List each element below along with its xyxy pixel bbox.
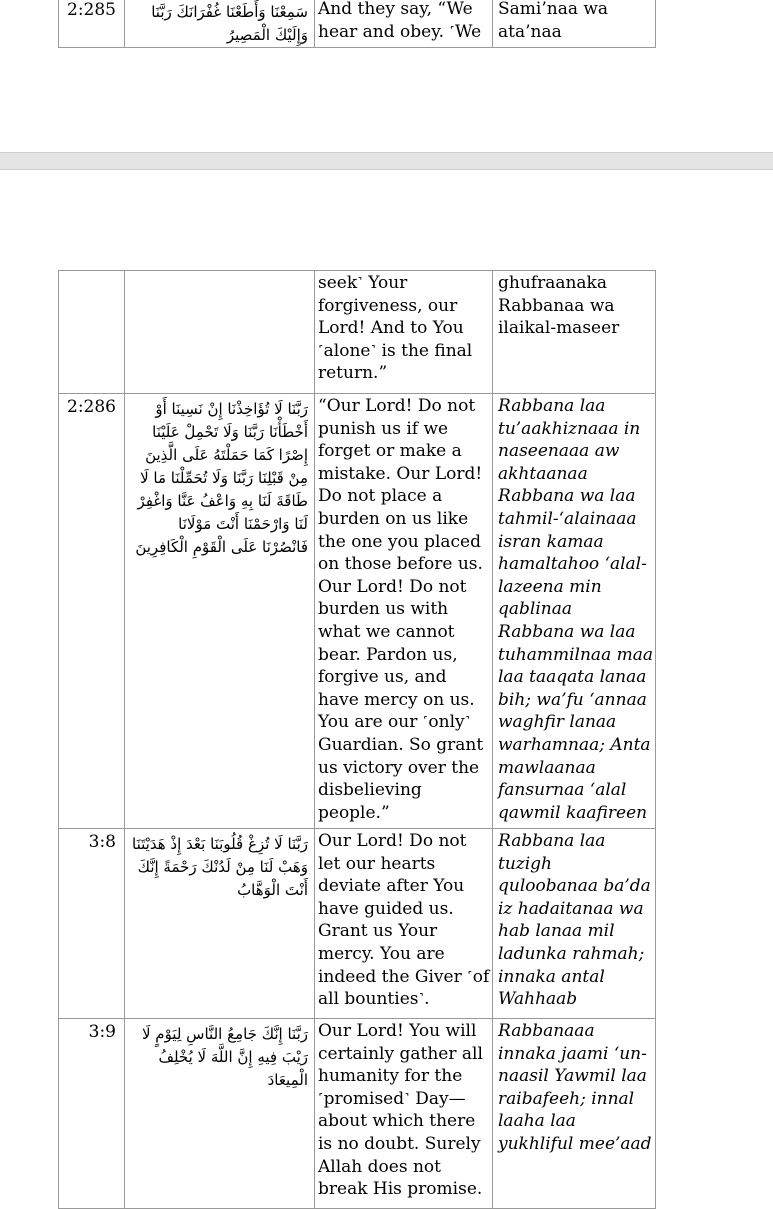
- table-row: [59, 829, 656, 1019]
- english-translation: Our Lord! You will certainly gather all humanity for the ˹promised˺ Day—about which there is no doubt. Surely Allah does not break His promise.: [315, 1019, 493, 1209]
- transliteration: ghufraanaka Rabbanaa wa ilaikal-maseer: [493, 271, 656, 394]
- table-row: [59, 394, 656, 829]
- verse-ref: 2:286: [59, 394, 125, 829]
- arabic-text: رَبَّنَا لَا تُزِغْ قُلُوبَنَا بَعْدَ إِذْ هَدَيْتَنَا وَهَبْ لَنَا مِنْ لَدُنْكَ رَحْمَةً إِنَّكَ أَنْتَ الْوَهَّابُ: [125, 829, 315, 1019]
- verse-ref: 2:285: [59, 0, 125, 48]
- english-translation: seek˺ Your forgiveness, our Lord! And to You ˹alone˺ is the final return.”: [315, 271, 493, 394]
- verse-table-top: [58, 0, 656, 48]
- english-translation: “Our Lord! Do not punish us if we forget or make a mistake. Our Lord! Do not place a burden on us like the one you placed on those before us. Our Lord! Do not burden us with what we cannot bear. Pardon us, forgive us, and have mercy on us. You are our ˹only˺ Guardian. So grant us victory over the disbelieving people.”: [315, 394, 493, 829]
- english-translation: And they say, “We hear and obey. ˹We: [315, 0, 493, 48]
- verse-ref: 3:9: [59, 1019, 125, 1209]
- transliteration: Rabbanaaa innaka jaami ‘un-naasil Yawmil laa raibafeeh; innal laaha laa yukhliful mee’aad: [493, 1019, 656, 1209]
- arabic-text: سَمِعْنَا وَأَطَعْنَا غُفْرَانَكَ رَبَّنَا وَإِلَيْكَ الْمَصِيرُ: [125, 0, 315, 48]
- table-row: [59, 1019, 656, 1209]
- table-row: [59, 0, 656, 48]
- transliteration: Rabbana laa tu’aakhiznaaa in naseenaaa aw akhtaanaa Rabbana wa laa tahmil-‘alainaaa isran kamaa hamaltahoo ‘alal-lazeena min qablinaa Rabbana wa laa tuhammilnaa maa laa taaqata lanaa bih; wa’fu ‘annaa waghfir lanaa warhamnaa; Anta mawlaanaa fansurnaa ‘alal qawmil kaafireen: [493, 394, 656, 829]
- table-row: [59, 271, 656, 394]
- transliteration: Sami’naa wa ata’naa: [493, 0, 656, 48]
- arabic-text: رَبَّنَا إِنَّكَ جَامِعُ النَّاسِ لِيَوْمٍ لَا رَيْبَ فِيهِ إِنَّ اللَّهَ لَا يُخْلِفُ الْمِيعَادَ: [125, 1019, 315, 1209]
- page-break-divider: [0, 152, 773, 170]
- arabic-text: رَبَّنَا لَا تُؤَاخِذْنَا إِنْ نَسِينَا أَوْ أَخْطَأْنَا رَبَّنَا وَلَا تَحْمِلْ عَلَيْنَا إِصْرًا كَمَا حَمَلْتَهُ عَلَى الَّذِينَ مِنْ قَبْلِنَا رَبَّنَا وَلَا تُحَمِّلْنَا مَا لَا طَاقَةَ لَنَا بِهِ وَاعْفُ عَنَّا وَاغْفِرْ لَنَا وَارْحَمْنَا أَنْتَ مَوْلَانَا فَانْصُرْنَا عَلَى الْقَوْمِ الْكَافِرِينَ: [125, 394, 315, 829]
- transliteration: Rabbana laa tuzigh quloobanaa ba’da iz hadaitanaa wa hab lanaa mil ladunka rahmah; innaka antal Wahhaab: [493, 829, 656, 1019]
- arabic-text: [125, 271, 315, 394]
- english-translation: Our Lord! Do not let our hearts deviate after You have guided us. Grant us Your mercy. You are indeed the Giver ˹of all bounties˺.: [315, 829, 493, 1019]
- verse-table: [58, 270, 656, 1209]
- verse-ref: 3:8: [59, 829, 125, 1019]
- verse-ref: [59, 271, 125, 394]
